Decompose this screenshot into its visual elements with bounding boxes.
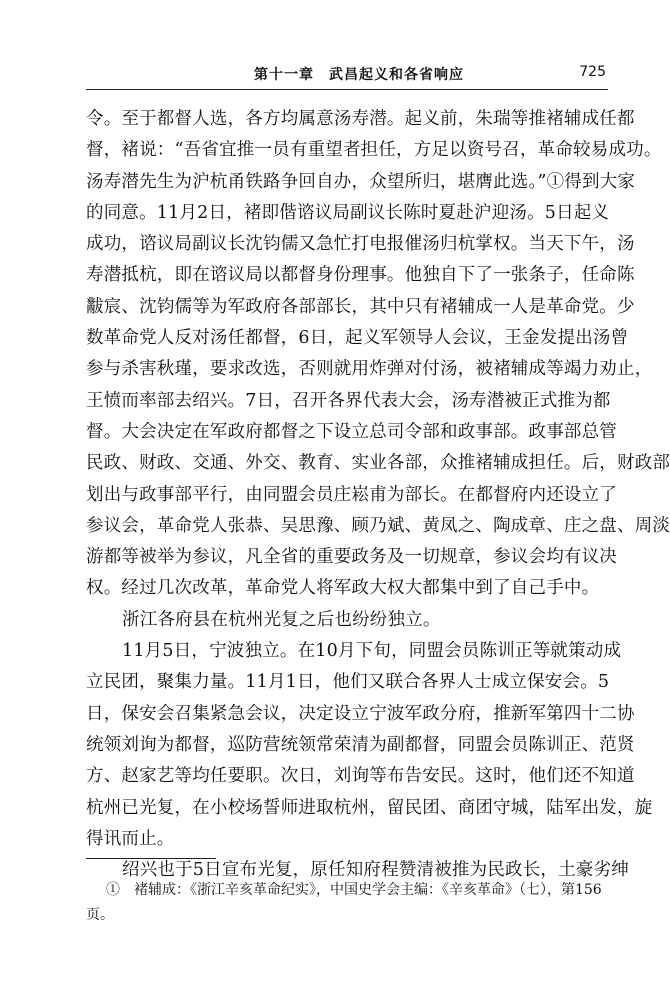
text-line: 汤寿潜先生为沪杭甬铁路争回自办，众望所归，堪膺此选。”①得到大家 [86, 171, 636, 192]
text-line: 王愤而率部去绍兴。7日，召开各界代表大会，汤寿潜被正式推为都 [86, 390, 611, 411]
text-line: 游都等被举为参议，凡全省的重要政务及一切规章，参议会均有议决 [86, 547, 617, 568]
footnote-line: ① 褚辅成：《浙江辛亥革命纪实》，中国史学会主编：《辛亥革命》（七），第156 [106, 882, 602, 898]
text-line: 浙江各府县在杭州光复之后也纷纷独立。 [122, 609, 441, 630]
footnote-line: 页。 [86, 907, 114, 923]
text-line: 黻宸、沈钧儒等为军政府各部部长，其中只有褚辅成一人是革命党。少 [86, 296, 635, 317]
text-line: 立民团，聚集力量。11月1日，他们又联合各界人士成立保安会。5 [86, 672, 610, 693]
running-title: 第十一章 武昌起义和各省响应 [254, 67, 464, 83]
footnote-rule [86, 858, 216, 859]
text-line: 统领刘询为都督，巡防营统领常荣清为副都督，同盟会员陈训正、范贤 [86, 734, 635, 755]
text-line: 方、赵家艺等均任要职。次日，刘询等布告安民。这时，他们还不知道 [86, 766, 635, 787]
text-line: 11月5日，宁波独立。在10月下旬，同盟会员陈训正等就策动成 [122, 641, 622, 662]
page-number: 725 [579, 64, 606, 80]
text-line: 督，褚说：“吾省宜推一员有重望者担任，方足以资号召，革命较易成功。 [86, 140, 662, 161]
body-text [86, 104, 670, 886]
text-line: 民政、财政、交通、外交、教育、实业各部，众推褚辅成担任。后，财政部 [86, 453, 670, 474]
text-line: 参与杀害秋瑾，要求改选，否则就用炸弹对付汤，被褚辅成等竭力劝止， [86, 359, 653, 380]
footnote [86, 878, 610, 928]
page-header [86, 64, 606, 86]
text-line: 划出与政事部平行，由同盟会员庄崧甫为部长。在都督府内还设立了 [86, 484, 617, 505]
header-rule [86, 89, 608, 90]
text-line: 杭州已光复，在小校场誓师进取杭州，留民团、商团守城，陆军出发，旋 [86, 797, 653, 818]
text-line: 绍兴也于5日宣布光复，原任知府程赞清被推为民政长，土豪劣绅 [122, 860, 629, 881]
text-line: 督。大会决定在军政府都督之下设立总司令部和政事部。政事部总管 [86, 421, 617, 442]
text-line: 成功，谘议局副议长沈钧儒又急忙打电报催汤归杭掌权。当天下午，汤 [86, 234, 635, 255]
text-line: 令。至于都督人选，各方均属意汤寿潜。起义前，朱瑞等推褚辅成任都 [86, 109, 635, 129]
text-line: 数革命党人反对汤任都督，6日，起义军领导人会议，王金发提出汤曾 [86, 328, 629, 349]
text-line: 参议会，革命党人张恭、吴思豫、顾乃斌、黄凤之、陶成章、庄之盘、周淡 [86, 515, 670, 536]
text-line: 日，保安会召集紧急会议，决定设立宁波军政分府，推新军第四十二协 [86, 703, 635, 724]
text-line: 得讯而止。 [86, 828, 175, 849]
text-line: 权。经过几次改革，革命党人将军政大权大都集中到了自己手中。 [86, 578, 600, 599]
text-line: 寿潜抵杭，即在谘议局以都督身份理事。他独自下了一张条子，任命陈 [86, 265, 635, 286]
text-line: 的同意。11月2日，褚即偕谘议局副议长陈时夏赴沪迎汤。5日起义 [86, 202, 610, 223]
